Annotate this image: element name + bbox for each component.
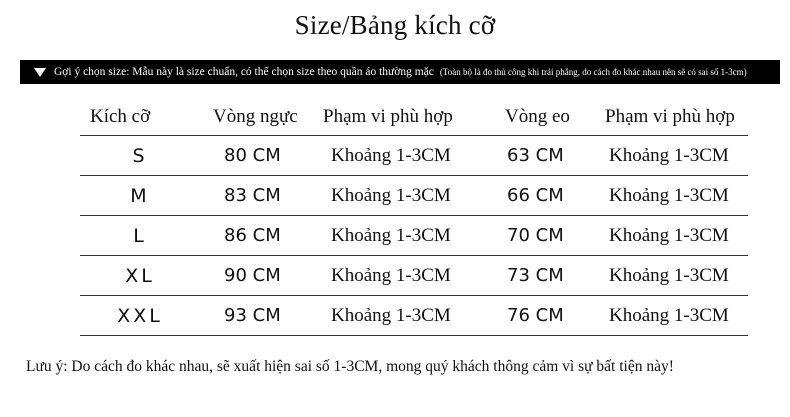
waist-range-cell: Khoảng 1-3CM — [605, 136, 748, 176]
size-hint-banner — [20, 60, 780, 84]
table-header-row — [80, 98, 748, 136]
table-row — [80, 176, 748, 216]
waist-range-cell: Khoảng 1-3CM — [605, 256, 748, 296]
chest-range-cell: Khoảng 1-3CM — [323, 216, 503, 256]
size-cell: M — [80, 176, 192, 216]
waist-range-cell: Khoảng 1-3CM — [605, 176, 748, 216]
size-cell: XXL — [80, 296, 192, 336]
chest-range-cell: Khoảng 1-3CM — [323, 256, 503, 296]
size-cell: S — [80, 136, 192, 176]
header-size: Kích cỡ — [80, 98, 192, 136]
table-row — [80, 256, 748, 296]
measurement-note-text: (Toàn bộ là đo thủ công khi trải phẳng, do cách đo khác nhau nên sẽ có sai số 1-3cm) — [439, 67, 747, 77]
header-waist: Vòng eo — [503, 98, 605, 136]
waist-cell: 70 CM — [503, 216, 605, 256]
size-hint-text: Gợi ý chọn size: Mẫu này là size chuẩn, có thể chọn size theo quần áo thường mặc — [54, 66, 434, 78]
chest-cell: 93 CM — [192, 296, 323, 336]
table-row — [80, 136, 748, 176]
chest-range-cell: Khoảng 1-3CM — [323, 136, 503, 176]
header-chest-range: Phạm vi phù hợp — [323, 98, 503, 136]
chest-range-cell: Khoảng 1-3CM — [323, 296, 503, 336]
header-chest: Vòng ngực — [192, 98, 323, 136]
size-table — [80, 98, 748, 336]
header-waist-range: Phạm vi phù hợp — [605, 98, 748, 136]
size-cell: L — [80, 216, 192, 256]
chest-cell: 90 CM — [192, 256, 323, 296]
waist-cell: 66 CM — [503, 176, 605, 216]
chest-cell: 86 CM — [192, 216, 323, 256]
waist-cell: 76 CM — [503, 296, 605, 336]
footer-note: Lưu ý: Do cách đo khác nhau, sẽ xuất hiện sai số 1-3CM, mong quý khách thông cảm vì sự bất tiện này! — [26, 358, 674, 375]
triangle-down-icon — [34, 68, 46, 77]
table-row — [80, 216, 748, 256]
waist-cell: 73 CM — [503, 256, 605, 296]
waist-range-cell: Khoảng 1-3CM — [605, 216, 748, 256]
chest-cell: 83 CM — [192, 176, 323, 216]
waist-cell: 63 CM — [503, 136, 605, 176]
waist-range-cell: Khoảng 1-3CM — [605, 296, 748, 336]
chest-range-cell: Khoảng 1-3CM — [323, 176, 503, 216]
chest-cell: 80 CM — [192, 136, 323, 176]
page-title: Size/Bảng kích cỡ — [294, 10, 496, 40]
size-cell: XL — [80, 256, 192, 296]
table-row — [80, 296, 748, 336]
